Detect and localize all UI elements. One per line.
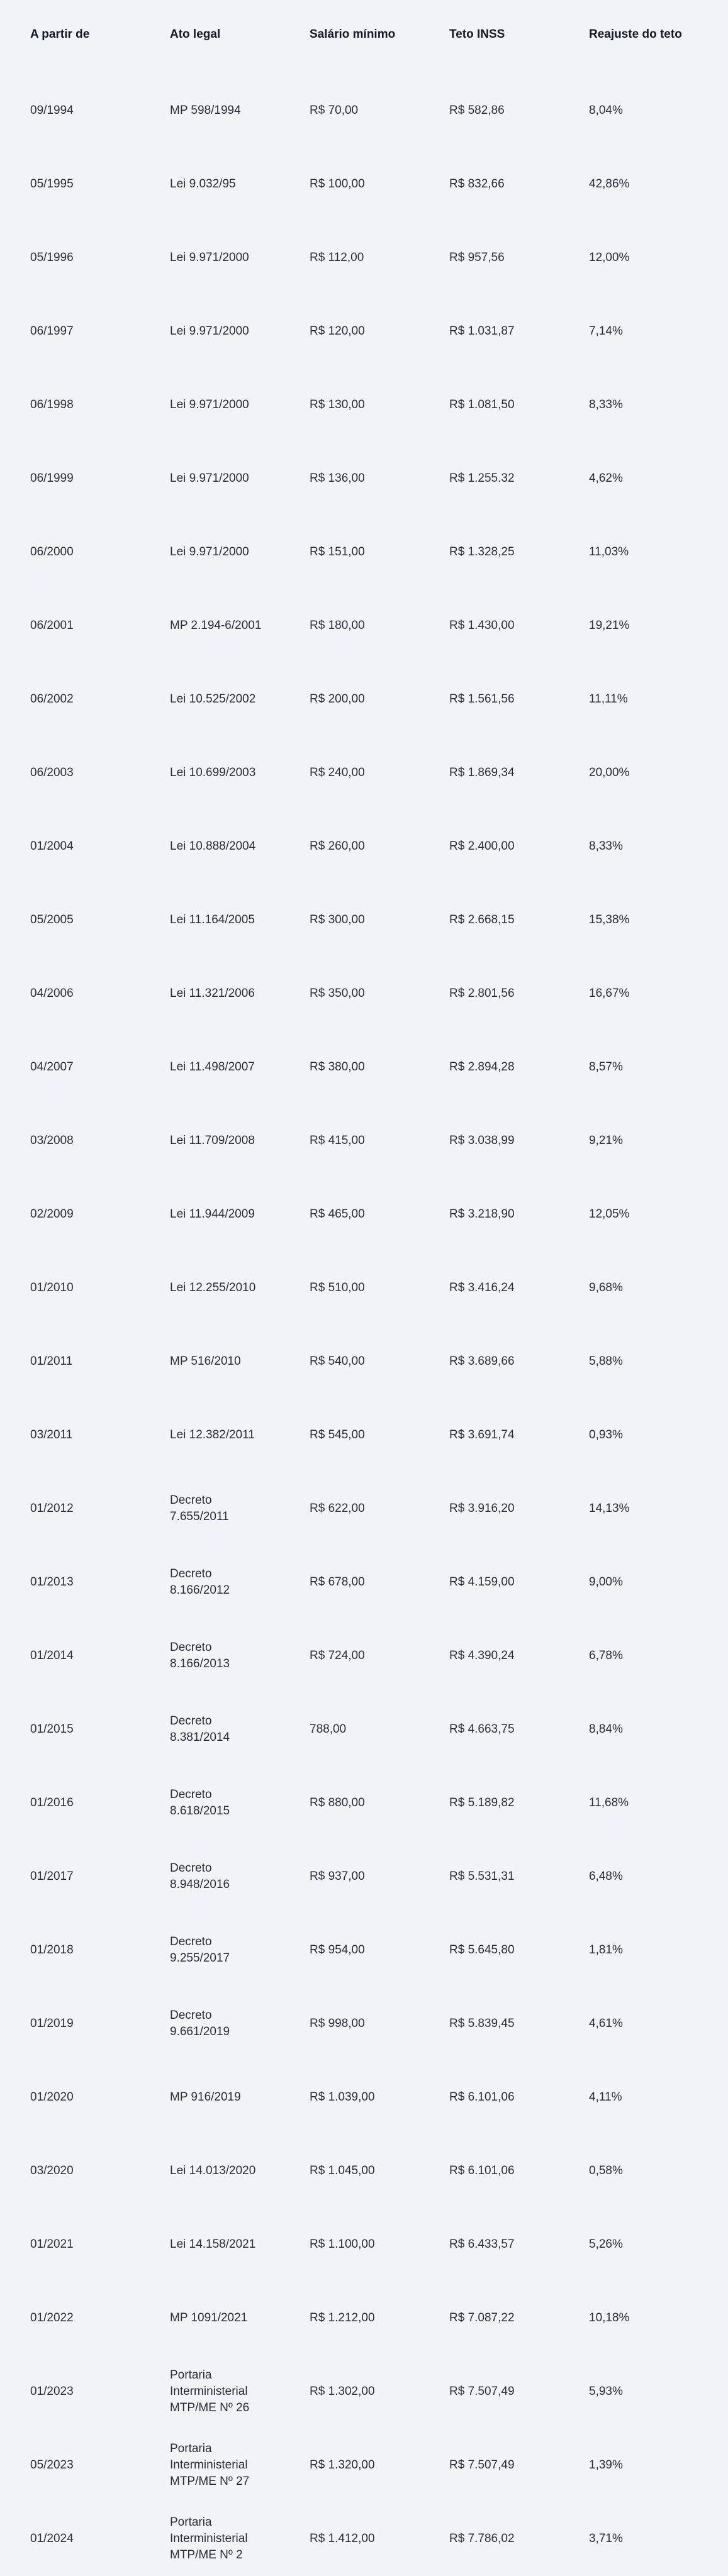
cell-inss-ceiling: R$ 4.390,24 [449, 1648, 515, 1662]
header-inss-ceiling: Teto INSS [449, 28, 505, 41]
cell-start-date: 01/2011 [30, 1354, 73, 1368]
cell-inss-ceiling: R$ 3.038,99 [449, 1133, 515, 1147]
cell-legal-act: Lei 10.525/2002 [170, 692, 256, 706]
cell-inss-ceiling: R$ 2.801,56 [449, 986, 515, 1000]
cell-legal-act: Lei 10.888/2004 [170, 839, 256, 853]
cell-start-date: 01/2024 [30, 2531, 74, 2545]
cell-start-date: 04/2006 [30, 986, 74, 1000]
cell-inss-ceiling: R$ 3.218,90 [449, 1207, 515, 1221]
cell-ceiling-adjustment: 4,11% [589, 2090, 622, 2104]
cell-minimum-wage: R$ 510,00 [310, 1280, 365, 1294]
cell-ceiling-adjustment: 11,11% [589, 692, 628, 706]
table-row [0, 1030, 728, 1104]
cell-start-date: 01/2010 [30, 1280, 74, 1294]
cell-ceiling-adjustment: 19,21% [589, 618, 630, 632]
cell-minimum-wage: R$ 954,00 [310, 1943, 365, 1957]
cell-inss-ceiling: R$ 1.430,00 [449, 618, 515, 632]
cell-ceiling-adjustment: 3,71% [589, 2531, 623, 2545]
cell-legal-act: Lei 11.164/2005 [170, 913, 255, 926]
table-row [0, 221, 728, 294]
cell-ceiling-adjustment: 15,38% [589, 913, 630, 926]
cell-minimum-wage: R$ 350,00 [310, 986, 365, 1000]
cell-start-date: 01/2012 [30, 1501, 74, 1515]
cell-ceiling-adjustment: 0,93% [589, 1428, 623, 1441]
cell-inss-ceiling: R$ 3.416,24 [449, 1280, 515, 1294]
cell-ceiling-adjustment: 9,68% [589, 1280, 623, 1294]
cell-inss-ceiling: R$ 3.691,74 [449, 1428, 515, 1441]
cell-start-date: 01/2004 [30, 839, 74, 853]
cell-inss-ceiling: R$ 6.101,06 [449, 2090, 515, 2104]
cell-legal-act: Portaria Interministerial MTP/ME Nº 2 [170, 2515, 248, 2562]
cell-ceiling-adjustment: 5,88% [589, 1354, 623, 1368]
cell-inss-ceiling: R$ 2.400,00 [449, 839, 515, 853]
cell-inss-ceiling: R$ 1.031,87 [449, 324, 515, 338]
table-row [0, 368, 728, 441]
cell-start-date: 01/2021 [30, 2237, 74, 2251]
cell-ceiling-adjustment: 1,81% [589, 1943, 623, 1957]
cell-start-date: 01/2017 [30, 1869, 74, 1883]
cell-legal-act: MP 1091/2021 [170, 2311, 248, 2324]
table-row [0, 1913, 728, 1987]
table-row [0, 1840, 728, 1913]
cell-legal-act: Lei 14.013/2020 [170, 2163, 256, 2177]
cell-ceiling-adjustment: 1,39% [589, 2458, 623, 2472]
table-row [0, 1545, 728, 1619]
cell-ceiling-adjustment: 12,00% [589, 250, 630, 264]
cell-legal-act: Portaria Interministerial MTP/ME Nº 27 [170, 2441, 250, 2488]
cell-start-date: 06/1997 [30, 324, 74, 338]
cell-inss-ceiling: R$ 7.507,49 [449, 2458, 515, 2472]
table-row [0, 1398, 728, 1472]
cell-start-date: 01/2018 [30, 1943, 74, 1957]
cell-minimum-wage: 788,00 [310, 1722, 347, 1736]
cell-inss-ceiling: R$ 1.869,34 [449, 765, 515, 779]
cell-ceiling-adjustment: 6,48% [589, 1869, 623, 1883]
table-row [0, 2428, 728, 2502]
cell-minimum-wage: R$ 998,00 [310, 2016, 365, 2030]
cell-inss-ceiling: R$ 6.101,06 [449, 2163, 515, 2177]
table-row [0, 957, 728, 1030]
table-row [0, 2502, 728, 2575]
cell-legal-act: Lei 12.255/2010 [170, 1280, 256, 1294]
cell-start-date: 05/1995 [30, 177, 74, 191]
cell-minimum-wage: R$ 136,00 [310, 471, 365, 485]
cell-inss-ceiling: R$ 6.433,57 [449, 2237, 515, 2251]
cell-ceiling-adjustment: 12,05% [589, 1207, 630, 1221]
cell-ceiling-adjustment: 8,84% [589, 1722, 623, 1736]
cell-minimum-wage: R$ 1.412,00 [310, 2531, 375, 2545]
cell-legal-act: Lei 9.971/2000 [170, 545, 249, 558]
cell-ceiling-adjustment: 6,78% [589, 1648, 623, 1662]
cell-minimum-wage: R$ 1.302,00 [310, 2384, 375, 2398]
table-row [0, 1692, 728, 1766]
cell-ceiling-adjustment: 4,62% [589, 471, 623, 485]
cell-minimum-wage: R$ 678,00 [310, 1575, 365, 1589]
cell-ceiling-adjustment: 20,00% [589, 765, 630, 779]
cell-start-date: 01/2016 [30, 1796, 74, 1809]
cell-inss-ceiling: R$ 582,86 [449, 103, 505, 117]
cell-legal-act: Lei 9.032/95 [170, 177, 236, 191]
cell-inss-ceiling: R$ 5.531,31 [449, 1869, 515, 1883]
cell-start-date: 01/2019 [30, 2016, 74, 2030]
table-row [0, 2281, 728, 2355]
cell-start-date: 01/2023 [30, 2384, 74, 2398]
cell-minimum-wage: R$ 1.320,00 [310, 2458, 375, 2472]
table-row [0, 2060, 728, 2134]
cell-legal-act: Lei 11.944/2009 [170, 1207, 255, 1221]
cell-minimum-wage: R$ 200,00 [310, 692, 365, 706]
header-legal-act: Ato legal [170, 28, 221, 41]
cell-minimum-wage: R$ 180,00 [310, 618, 365, 632]
cell-start-date: 02/2009 [30, 1207, 74, 1221]
table-row [0, 589, 728, 662]
cell-inss-ceiling: R$ 7.786,02 [449, 2531, 515, 2545]
table-row [0, 1324, 728, 1398]
cell-minimum-wage: R$ 130,00 [310, 397, 365, 411]
cell-start-date: 04/2007 [30, 1060, 74, 1074]
cell-start-date: 06/2001 [30, 618, 74, 632]
cell-minimum-wage: R$ 380,00 [310, 1060, 365, 1074]
table-row [0, 1472, 728, 1545]
cell-minimum-wage: R$ 1.045,00 [310, 2163, 375, 2177]
table-body [0, 74, 728, 2575]
cell-start-date: 01/2013 [30, 1575, 74, 1589]
cell-inss-ceiling: R$ 5.645,80 [449, 1943, 515, 1957]
cell-legal-act: Decreto 9.255/2017 [170, 1935, 230, 1965]
table-row [0, 1177, 728, 1251]
cell-inss-ceiling: R$ 832,66 [449, 177, 505, 191]
cell-start-date: 03/2011 [30, 1428, 73, 1441]
cell-inss-ceiling: R$ 1.255.32 [449, 471, 515, 485]
cell-minimum-wage: R$ 1.212,00 [310, 2311, 375, 2324]
cell-start-date: 01/2014 [30, 1648, 74, 1662]
cell-minimum-wage: R$ 120,00 [310, 324, 365, 338]
cell-ceiling-adjustment: 0,58% [589, 2163, 623, 2177]
cell-legal-act: Portaria Interministerial MTP/ME Nº 26 [170, 2368, 250, 2414]
cell-ceiling-adjustment: 10,18% [589, 2311, 630, 2324]
cell-minimum-wage: R$ 415,00 [310, 1133, 365, 1147]
cell-ceiling-adjustment: 11,03% [589, 545, 629, 558]
cell-legal-act: Lei 9.971/2000 [170, 471, 249, 485]
cell-ceiling-adjustment: 16,67% [589, 986, 630, 1000]
cell-legal-act: Decreto 8.381/2014 [170, 1714, 230, 1744]
cell-legal-act: MP 2.194-6/2001 [170, 618, 262, 632]
cell-ceiling-adjustment: 7,14% [589, 324, 623, 338]
table-row [0, 2134, 728, 2207]
cell-start-date: 05/2023 [30, 2458, 74, 2472]
table-row [0, 736, 728, 809]
cell-start-date: 05/2005 [30, 913, 74, 926]
cell-inss-ceiling: R$ 4.159,00 [449, 1575, 515, 1589]
cell-legal-act: MP 916/2019 [170, 2090, 241, 2104]
cell-minimum-wage: R$ 300,00 [310, 913, 365, 926]
table-row [0, 74, 728, 147]
cell-ceiling-adjustment: 9,21% [589, 1133, 623, 1147]
cell-legal-act: MP 516/2010 [170, 1354, 241, 1368]
table-row [0, 809, 728, 883]
cell-legal-act: Decreto 7.655/2011 [170, 1493, 229, 1523]
cell-legal-act: Lei 12.382/2011 [170, 1428, 255, 1441]
table-row [0, 2207, 728, 2281]
cell-minimum-wage: R$ 151,00 [310, 545, 365, 558]
cell-minimum-wage: R$ 724,00 [310, 1648, 365, 1662]
table-row [0, 1251, 728, 1324]
cell-ceiling-adjustment: 5,93% [589, 2384, 623, 2398]
cell-ceiling-adjustment: 14,13% [589, 1501, 630, 1515]
cell-minimum-wage: R$ 545,00 [310, 1428, 365, 1441]
cell-legal-act: Lei 14.158/2021 [170, 2237, 256, 2251]
cell-inss-ceiling: R$ 957,56 [449, 250, 505, 264]
cell-start-date: 06/1999 [30, 471, 74, 485]
cell-legal-act: Decreto 8.166/2012 [170, 1567, 230, 1597]
cell-inss-ceiling: R$ 2.668,15 [449, 913, 515, 926]
cell-legal-act: Decreto 8.166/2013 [170, 1640, 230, 1670]
cell-inss-ceiling: R$ 1.328,25 [449, 545, 515, 558]
table-row [0, 294, 728, 368]
cell-minimum-wage: R$ 540,00 [310, 1354, 365, 1368]
table-row [0, 147, 728, 221]
cell-inss-ceiling: R$ 2.894,28 [449, 1060, 515, 1074]
cell-start-date: 01/2020 [30, 2090, 74, 2104]
cell-minimum-wage: R$ 937,00 [310, 1869, 365, 1883]
cell-inss-ceiling: R$ 7.507,49 [449, 2384, 515, 2398]
cell-inss-ceiling: R$ 5.839,45 [449, 2016, 515, 2030]
cell-inss-ceiling: R$ 3.916,20 [449, 1501, 515, 1515]
cell-minimum-wage: R$ 70,00 [310, 103, 359, 117]
cell-inss-ceiling: R$ 1.561,56 [449, 692, 515, 706]
cell-minimum-wage: R$ 880,00 [310, 1796, 365, 1809]
cell-ceiling-adjustment: 4,61% [589, 2016, 623, 2030]
cell-ceiling-adjustment: 8,33% [589, 397, 623, 411]
cell-start-date: 06/2002 [30, 692, 74, 706]
cell-ceiling-adjustment: 11,68% [589, 1796, 629, 1809]
cell-legal-act: Decreto 9.661/2019 [170, 2008, 230, 2038]
cell-inss-ceiling: R$ 3.689,66 [449, 1354, 515, 1368]
cell-ceiling-adjustment: 5,26% [589, 2237, 623, 2251]
cell-legal-act: Lei 11.498/2007 [170, 1060, 255, 1074]
cell-minimum-wage: R$ 1.039,00 [310, 2090, 375, 2104]
cell-legal-act: Lei 9.971/2000 [170, 397, 249, 411]
table-row [0, 1766, 728, 1840]
cell-legal-act: Lei 10.699/2003 [170, 765, 256, 779]
table-row [0, 883, 728, 957]
cell-start-date: 06/1998 [30, 397, 74, 411]
cell-minimum-wage: R$ 260,00 [310, 839, 365, 853]
table-row [0, 441, 728, 515]
table-row [0, 2355, 728, 2428]
table-row [0, 515, 728, 589]
cell-inss-ceiling: R$ 1.081,50 [449, 397, 515, 411]
cell-start-date: 01/2015 [30, 1722, 74, 1736]
cell-legal-act: MP 598/1994 [170, 103, 241, 117]
cell-legal-act: Lei 11.321/2006 [170, 986, 255, 1000]
cell-minimum-wage: R$ 1.100,00 [310, 2237, 375, 2251]
table-row [0, 1104, 728, 1177]
cell-start-date: 09/1994 [30, 103, 74, 117]
cell-ceiling-adjustment: 8,33% [589, 839, 623, 853]
cell-minimum-wage: R$ 622,00 [310, 1501, 365, 1515]
cell-legal-act: Decreto 8.618/2015 [170, 1787, 230, 1818]
cell-start-date: 01/2022 [30, 2311, 74, 2324]
cell-legal-act: Lei 11.709/2008 [170, 1133, 255, 1147]
cell-inss-ceiling: R$ 7.087,22 [449, 2311, 515, 2324]
cell-legal-act: Decreto 8.948/2016 [170, 1861, 230, 1891]
cell-start-date: 03/2020 [30, 2163, 74, 2177]
cell-minimum-wage: R$ 465,00 [310, 1207, 365, 1221]
cell-legal-act: Lei 9.971/2000 [170, 324, 249, 338]
table-row [0, 1987, 728, 2060]
cell-ceiling-adjustment: 9,00% [589, 1575, 623, 1589]
cell-ceiling-adjustment: 8,57% [589, 1060, 623, 1074]
cell-minimum-wage: R$ 100,00 [310, 177, 365, 191]
header-minimum-wage: Salário mínimo [310, 28, 396, 41]
header-start-date: A partir de [30, 28, 90, 41]
cell-minimum-wage: R$ 112,00 [310, 250, 364, 264]
cell-inss-ceiling: R$ 4.663,75 [449, 1722, 515, 1736]
table-row [0, 662, 728, 736]
table-header [0, 0, 728, 74]
header-ceiling-adjustment: Reajuste do teto [589, 28, 682, 41]
cell-ceiling-adjustment: 8,04% [589, 103, 623, 117]
table-row [0, 1619, 728, 1692]
cell-ceiling-adjustment: 42,86% [589, 177, 630, 191]
cell-start-date: 06/2000 [30, 545, 74, 558]
cell-start-date: 03/2008 [30, 1133, 74, 1147]
cell-legal-act: Lei 9.971/2000 [170, 250, 249, 264]
cell-start-date: 05/1996 [30, 250, 74, 264]
cell-minimum-wage: R$ 240,00 [310, 765, 365, 779]
cell-start-date: 06/2003 [30, 765, 74, 779]
cell-inss-ceiling: R$ 5.189,82 [449, 1796, 515, 1809]
